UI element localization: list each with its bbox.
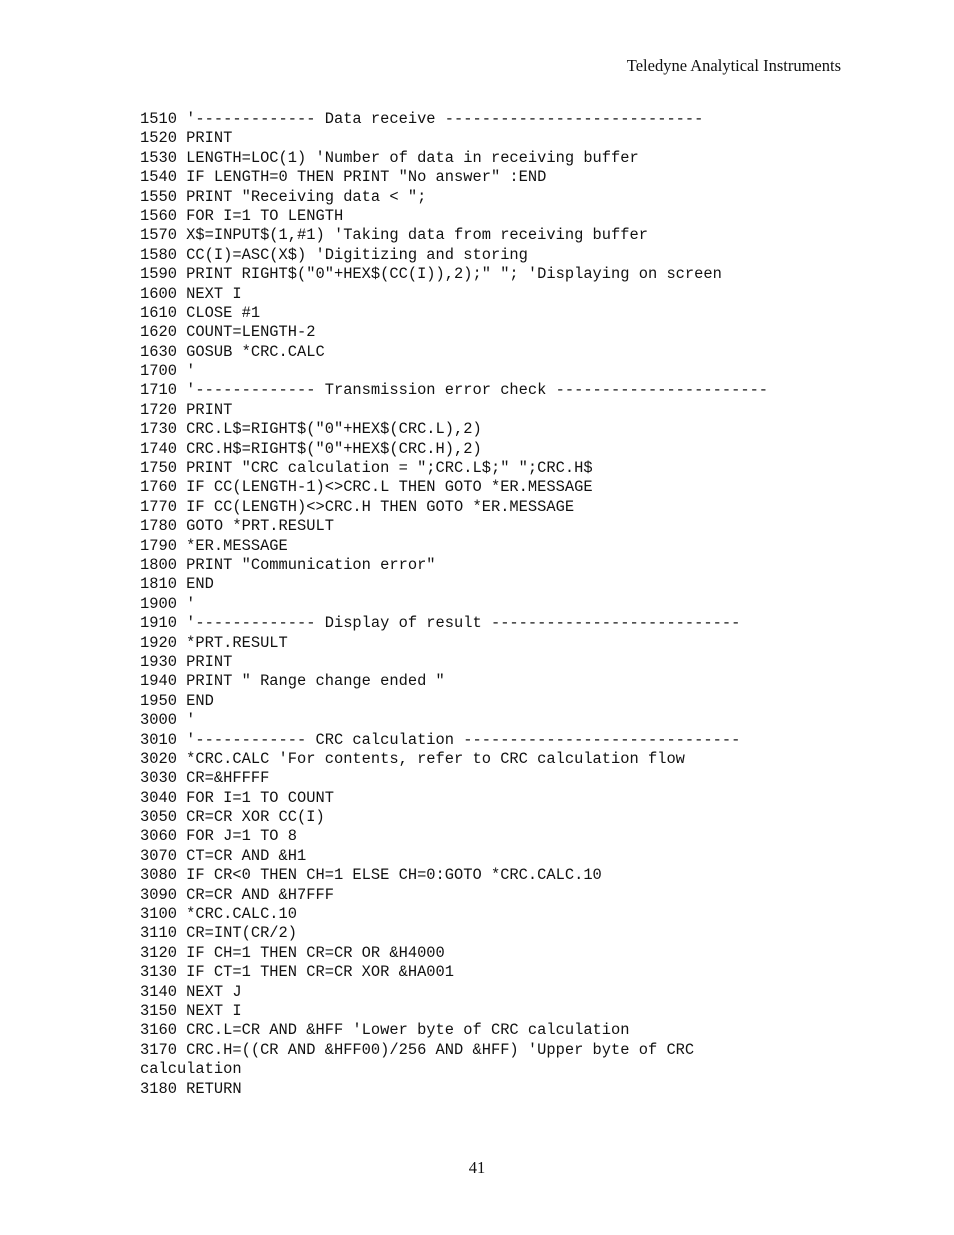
running-header: Teledyne Analytical Instruments [626, 56, 841, 75]
code-line: 1930 PRINT [140, 652, 233, 671]
code-line: 1750 PRINT "CRC calculation = ";CRC.L$;" ";CRC.H$ [140, 459, 593, 478]
code-line: calculation [140, 1060, 242, 1079]
code-line: 3140 NEXT J [140, 982, 242, 1001]
code-line: 3040 FOR I=1 TO COUNT [140, 788, 334, 807]
code-line: 3130 IF CT=1 THEN CR=CR XOR &HA001 [140, 963, 455, 982]
code-line: 1760 IF CC(LENGTH-1)<>CRC.L THEN GOTO *ER.MESSAGE [140, 478, 593, 497]
code-line: 3170 CRC.H=((CR AND &HFF00)/256 AND &HFF) 'Upper byte of CRC [140, 1040, 695, 1059]
code-line: 1550 PRINT "Receiving data < "; [140, 187, 427, 206]
code-line: 3180 RETURN [140, 1079, 242, 1098]
code-line: 1560 FOR I=1 TO LENGTH [140, 206, 344, 225]
code-line: 3150 NEXT I [140, 1001, 242, 1020]
code-line: 1950 END [140, 691, 214, 710]
code-line: 1720 PRINT [140, 400, 233, 419]
code-line: 3120 IF CH=1 THEN CR=CR OR &H4000 [140, 943, 445, 962]
code-line: 1770 IF CC(LENGTH)<>CRC.H THEN GOTO *ER.MESSAGE [140, 497, 575, 516]
code-line: 1800 PRINT "Communication error" [140, 555, 436, 574]
code-line: 3160 CRC.L=CR AND &HFF 'Lower byte of CRC calculation [140, 1021, 630, 1040]
code-line: 3010 '------------ CRC calculation ------------------------------ [140, 730, 741, 749]
code-line: 1510 '------------- Data receive ---------------------------- [140, 110, 704, 128]
code-line: 1580 CC(I)=ASC(X$) 'Digitizing and storing [140, 245, 528, 264]
code-line: 3050 CR=CR XOR CC(I) [140, 808, 325, 827]
code-line: 3090 CR=CR AND &H7FFF [140, 885, 334, 904]
code-line: 1780 GOTO *PRT.RESULT [140, 517, 334, 536]
code-line: 1920 *PRT.RESULT [140, 633, 288, 652]
basic-code-listing [140, 110, 768, 1099]
code-line: 3020 *CRC.CALC 'For contents, refer to CRC calculation flow [140, 749, 685, 768]
code-line: 3100 *CRC.CALC.10 [140, 905, 298, 924]
code-line: 1540 IF LENGTH=0 THEN PRINT "No answer" :END [140, 168, 547, 187]
code-line: 3070 CT=CR AND &H1 [140, 846, 307, 865]
code-line: 1630 GOSUB *CRC.CALC [140, 342, 325, 361]
code-line: 1790 *ER.MESSAGE [140, 536, 288, 555]
code-line: 1910 '------------- Display of result --------------------------- [140, 614, 741, 633]
page-number: 41 [468, 1158, 486, 1177]
code-line: 3000 ' [140, 711, 196, 730]
code-line: 1730 CRC.L$=RIGHT$("0"+HEX$(CRC.L),2) [140, 420, 482, 439]
code-line: 1620 COUNT=LENGTH-2 [140, 323, 316, 342]
code-line: 3080 IF CR<0 THEN CH=1 ELSE CH=0:GOTO *CRC.CALC.10 [140, 866, 602, 885]
code-line: 1530 LENGTH=LOC(1) 'Number of data in receiving buffer [140, 148, 639, 167]
code-line: 1590 PRINT RIGHT$("0"+HEX$(CC(I)),2);" "; 'Displaying on screen [140, 265, 722, 284]
code-line: 1740 CRC.H$=RIGHT$("0"+HEX$(CRC.H),2) [140, 439, 482, 458]
code-line: 1900 ' [140, 594, 196, 613]
code-line: 1600 NEXT I [140, 284, 242, 303]
code-line: 1520 PRINT [140, 129, 233, 148]
code-line: 1940 PRINT " Range change ended " [140, 672, 445, 691]
code-line: 1710 '------------- Transmission error check ----------------------- [140, 381, 769, 400]
code-line: 1700 ' [140, 362, 196, 381]
code-line: 3060 FOR J=1 TO 8 [140, 827, 298, 846]
code-line: 1610 CLOSE #1 [140, 303, 261, 322]
code-line: 3110 CR=INT(CR/2) [140, 924, 298, 943]
code-line: 1570 X$=INPUT$(1,#1) 'Taking data from receiving buffer [140, 226, 648, 245]
code-line: 1810 END [140, 575, 214, 594]
code-line: 3030 CR=&HFFFF [140, 769, 270, 788]
